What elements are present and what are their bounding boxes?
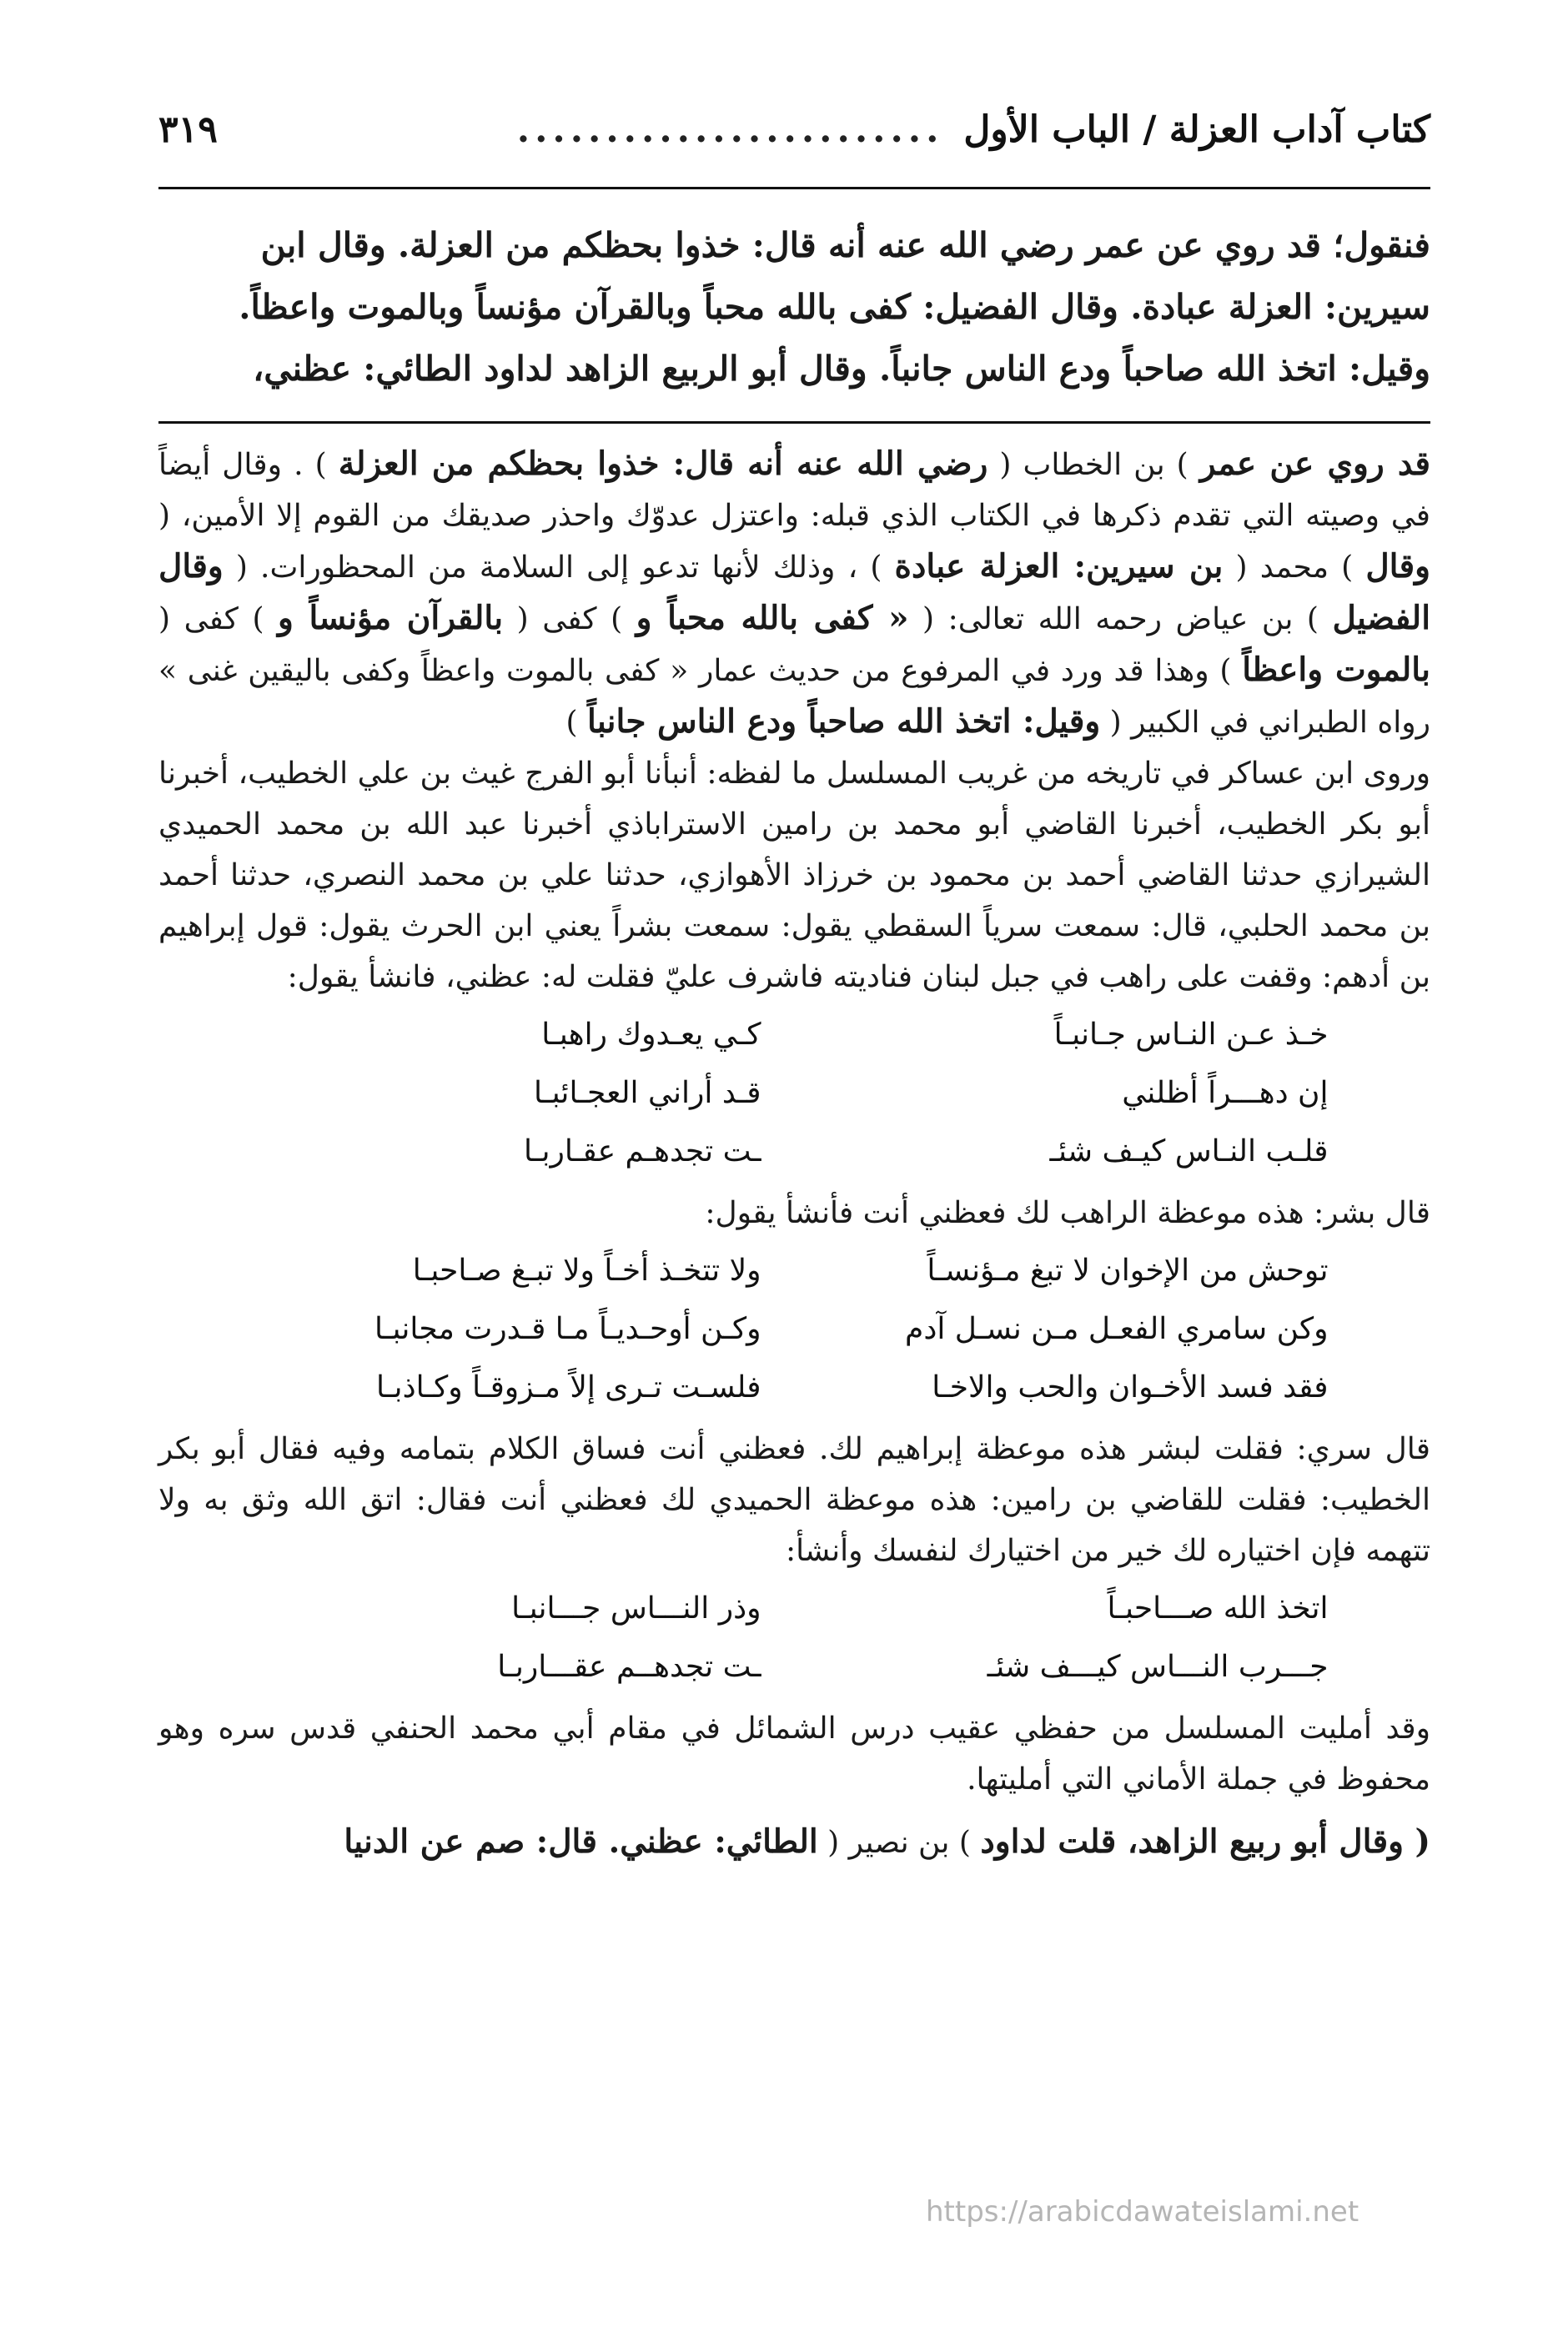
hemistich-first: اتخذ الله صـــاحبـاً bbox=[1107, 1591, 1329, 1626]
verse bbox=[158, 1359, 1430, 1417]
verse bbox=[158, 1638, 1430, 1696]
verse bbox=[158, 1123, 1430, 1181]
book-page bbox=[158, 108, 1430, 1868]
hemistich-first: فقد فسد الأخـوان والحب والاخـا bbox=[932, 1370, 1329, 1405]
commentary-text: ) كفى ( bbox=[503, 602, 636, 636]
leader-dots: ........................ bbox=[516, 108, 944, 151]
commentary-text: ) بن الخطاب ( bbox=[988, 448, 1200, 482]
main-text-line: وقيل: اتخذ الله صاحباً ودع الناس جانباً. وقال أبو الربيع الزاهد لداود الطائي: عظني، bbox=[253, 349, 1430, 389]
hemistich-second: كـي يعـدوك راهبـا bbox=[541, 1018, 761, 1052]
hemistich-first: قلـب النـاس كيـف شئـ bbox=[1049, 1134, 1329, 1169]
commentary-text: ) وهذا قد ورد في المرفوع من حديث عمار « كفى بالموت واعظاً وكفى باليقين غنى » رواه الطبراني في الكبير ( bbox=[158, 654, 1430, 740]
quoted-text: ( وقال أبو ربيع الزاهد، قلت لداود bbox=[980, 1822, 1430, 1861]
quoted-text: وقال bbox=[1365, 547, 1431, 586]
section-divider bbox=[158, 421, 1430, 424]
quoted-text: وقيل: اتخذ الله صاحباً ودع الناس جانباً bbox=[586, 702, 1101, 741]
hemistich-second: قـد أراني العجـائبـا bbox=[534, 1076, 761, 1110]
main-text-line: سيرين: العزلة عبادة. وقال الفضيل: كفى بالله محباً وبالقرآن مؤنساً وبالموت واعظاً. bbox=[239, 287, 1430, 327]
quoted-text: الطائي: عظني. قال: صم عن الدنيا bbox=[344, 1822, 818, 1861]
quoted-text: بن سيرين: العزلة عبادة bbox=[894, 547, 1224, 586]
watermark: https://arabicdawateislami.net bbox=[926, 2195, 1359, 2229]
commentary-paragraph-1 bbox=[158, 439, 1430, 748]
commentary-text: ) بن نصير ( bbox=[817, 1826, 981, 1860]
commentary-paragraph-4: قال سري: فقلت لبشر هذه موعظة إبراهيم لك. فعظني أنت فساق الكلام بتمامه وفيه فقال أبو بكر الخطيب: فقلت للقاضي بن رامين: هذه موعظة الحميدي لك فعظني أنت فقال: اتق الله وثق به ولا تتهمه فإن اختياره لك خير من اختيارك لنفسك وأنشأ: bbox=[158, 1432, 1430, 1568]
quoted-text: رضي الله عنه أنه قال: خذوا بحظكم من العزلة bbox=[338, 445, 988, 483]
commentary-text: ) ، وذلك لأنها تدعو إلى السلامة من المحظورات. ( bbox=[223, 550, 895, 585]
page-number: ٣١٩ bbox=[158, 108, 218, 151]
quoted-text: بالموت واعظاً bbox=[1242, 651, 1430, 689]
quoted-text: « كفى بالله محباً و bbox=[636, 599, 909, 637]
commentary-paragraph-6 bbox=[158, 1817, 1430, 1868]
hemistich-first: وكن سامري الفعـل مـن نسـل آدم bbox=[905, 1312, 1329, 1346]
commentary-text: ) كفى ( bbox=[158, 602, 279, 636]
hemistich-first: خـذ عـن النـاس جـانبـاً bbox=[1053, 1018, 1329, 1052]
hemistich-first: إن دهـــراً أظلني bbox=[1122, 1076, 1329, 1110]
commentary bbox=[158, 439, 1430, 1868]
hemistich-second: وكـن أوحـديـاً مـا قـدرت مجانبـا bbox=[374, 1312, 761, 1346]
quoted-text: وقال الفضيل bbox=[158, 547, 1431, 637]
commentary-paragraph-2: وروى ابن عساكر في تاريخه من غريب المسلسل ما لفظه: أنبأنا أبو الفرج غيث بن علي الخطيب، أخبرنا أبو بكر الخطيب، أخبرنا القاضي أبو محمد بن رامين الاستراباذي أخبرنا عبد الله بن محمد الحميدي الشيرازي حدثنا القاضي أحمد بن محمود بن خرزاذ الأهوازي، حدثنا علي بن محمد النصري، حدثنا أحمد بن محمد الحلبي، قال: سمعت سرياً السقطي يقول: سمعت بشراً يعني ابن الحرث يقول: قول إبراهيم بن أدهم: وقفت على راهب في جبل لبنان فناديته فاشرف عليّ فقلت له: عظني، فانشأ يقول: bbox=[158, 756, 1430, 994]
verse bbox=[158, 1242, 1430, 1300]
hemistich-second: فلسـت تـرى إلاً مـزوقـاً وكـاذبـا bbox=[376, 1370, 761, 1405]
verse bbox=[158, 1300, 1430, 1359]
verse bbox=[158, 1064, 1430, 1123]
commentary-text: ) bbox=[565, 706, 587, 740]
verse bbox=[158, 1580, 1430, 1638]
commentary-paragraph-3: قال بشر: هذه موعظة الراهب لك فعظني أنت فأنشأ يقول: bbox=[705, 1196, 1430, 1230]
main-text bbox=[158, 214, 1430, 400]
quoted-text: بالقرآن مؤنساً و bbox=[278, 599, 504, 637]
commentary-paragraph-5: وقد أمليت المسلسل من حفظي عقيب درس الشمائل في مقام أبي محمد الحنفي قدس سره وهو محفوظ في جملة الأماني التي أمليتها. bbox=[158, 1711, 1430, 1797]
commentary-text: ) محمد ( bbox=[1223, 550, 1366, 585]
poem-1 bbox=[158, 1006, 1430, 1181]
hemistich-second: ولا تتخـذ أخـاً ولا تبـغ صـاحبـا bbox=[412, 1254, 761, 1288]
hemistich-second: وذر النـــاس جـــانبـا bbox=[511, 1591, 761, 1626]
commentary-text: ) . وقال أيضاً في وصيته التي تقدم ذكرها في الكتاب الذي قبله: واعتزل عدوّك واحذر صديقك من القوم إلا الأمين، ( bbox=[158, 448, 1431, 533]
hemistich-first: جـــرب النـــاس كيـــف شئـ bbox=[987, 1650, 1329, 1684]
hemistich-first: توحش من الإخوان لا تبغ مـؤنسـاً bbox=[927, 1254, 1329, 1288]
poem-2 bbox=[158, 1242, 1430, 1417]
quoted-text: قد روي عن عمر bbox=[1199, 445, 1430, 483]
page-header bbox=[158, 108, 1430, 189]
commentary-text: ) بن عياض رحمه الله تعالى: ( bbox=[908, 602, 1333, 636]
hemistich-second: ـت تجدهــم عقـــاربـا bbox=[497, 1650, 761, 1684]
poem-3 bbox=[158, 1580, 1430, 1696]
hemistich-second: ـت تجدهـم عقـاربـا bbox=[523, 1134, 761, 1169]
running-title: كتاب آداب العزلة / الباب الأول bbox=[963, 108, 1430, 151]
main-text-line: فنقول؛ قد روي عن عمر رضي الله عنه أنه قال: خذوا بحظكم من العزلة. وقال ابن bbox=[260, 225, 1430, 265]
verse bbox=[158, 1006, 1430, 1064]
